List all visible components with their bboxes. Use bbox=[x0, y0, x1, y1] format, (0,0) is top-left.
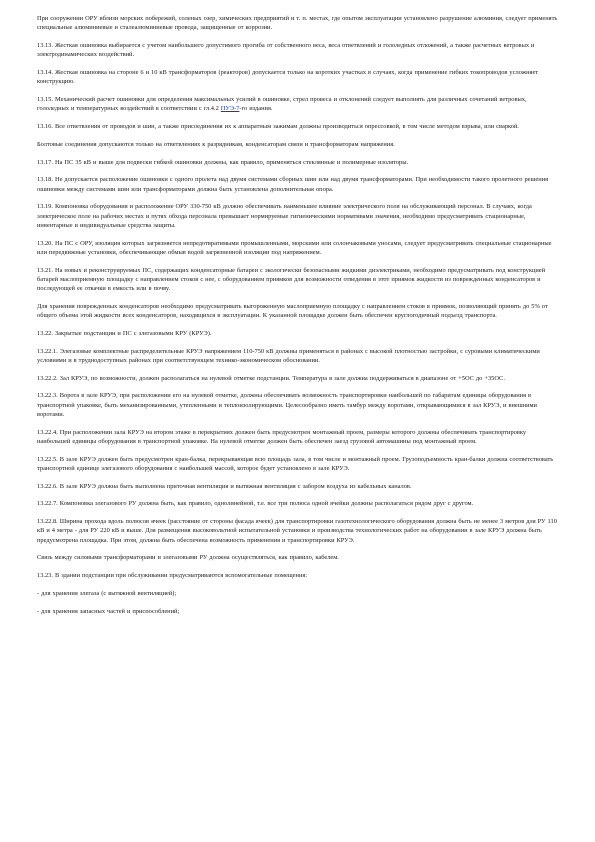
paragraph-13-22-8: 13.22.8. Ширина прохода вдоль полюсов ячеек (расстояние от стороны фасада ячеек) для транспортировки газотехнологического оборудования должна быть не менее 3 метров для РУ 110 кВ и 4 метра - для РУ 220 кВ и выше. Для размещения высоковольтной испытательной установки и производства технологических работ на оборудовании в зале КРУЭ должна быть предусмотрена площадка. При этом, должна быть обеспечена возможность применения и транспортировки КРУЭ. bbox=[37, 518, 557, 544]
paragraph-13-20: 13.20. На ПС с ОРУ, изоляция которых загрязняется непредотвратимыми промышленными, морскими или солончаковыми уносами, следует предусматривать специальные стационарные или передвижные установки, обеспечивающие обмыв водой загрязненной изоляции под напряжением. bbox=[37, 239, 552, 256]
paragraph-13-22-5: 13.22.5. В зале КРУЭ должен быть предусмотрен кран-балка, перекрывающая всю площадь зала, в том числе и монтажный проем. Грузоподъемность кран-балки должна соответствовать транспортной единице элегазового оборудования с наибольшей массой, которое будет установлено в зале КРУЭ. bbox=[37, 455, 554, 472]
paragraph-coastal-corrosion: При сооружении ОРУ вблизи морских побережий, соленых озер, химических предприятий и т. п. местах, где опытом эксплуатации установлено разрушение алюминия, следует применять специальные алюминиевые и сталеалюминиевые провода, защищенные от коррозии. bbox=[37, 15, 558, 32]
paragraph-13-22-1: 13.22.1. Элегазовые комплектные распределительные КРУЭ напряжением 110-750 кВ должны применяться в районах с высокой плотностью застройки, с суровыми климатическими условиями и в труднодоступных районах при соответствующем технико-экономическом обосновании. bbox=[37, 347, 540, 364]
paragraph-13-13: 13.13. Жесткая ошиновка выбирается с учетом наибольшего допустимого прогиба от собственного веса, веса ответвлений и гололедных отложений, а также расчетных ветровых и электродинамических воздействий. bbox=[37, 42, 535, 59]
paragraph-13-22-6: 13.22.6. В зале КРУЭ должна быть выполнена приточная вентиляция и вытяжная вентиляция с забором воздуха из кабельных каналов. bbox=[37, 482, 412, 490]
paragraph-13-22-2: 13.22.2. Зал КРУЭ, по возможности, должен располагаться на нулевой отметке подстанции. Температура в зале должна поддерживаться в диапазоне от +5ОС до +35ОС. bbox=[37, 374, 505, 382]
paragraph-13-15-text: 13.15. Механический расчет ошиновки для определения максимальных усилий в ошиновке, стрел провеса и отклонений следует выполнять для различных сочетаний ветровых, гололедных и температурных воздействий в соответствии с гл.4.2 bbox=[37, 96, 527, 113]
paragraph-13-14: 13.14. Жесткая ошиновка на стороне 6 и 10 кВ трансформаторов (реакторов) допускается только на коротких участках в случаях, когда применение гибких токопроводов усложняет конструкцию. bbox=[37, 69, 539, 86]
paragraph-13-22-4: 13.22.4. При расположении зала КРУЭ на втором этаже в перекрытиях должен быть предусмотрен монтажный проем, размеры которого должны обеспечивать транспортировку наибольшей единицы оборудования в транспортной упаковке. На нулевой отметке должен быть обеспечен заезд грузовой автомашины под монтажный проем. bbox=[37, 428, 527, 445]
paragraph-13-15-tail: -го издания. bbox=[239, 105, 273, 113]
paragraph-damaged-capacitors: Для хранения поврежденных конденсаторов необходимо предусматривать выгороженную маслоприемную площадку с направлением стоков в приямок, позволяющий принять до 5% от общего объема этой жидкости всех конденсаторов, находящихся в эксплуатации. К указанной площадке должен быть обеспечен круглогодичный подъезд транспорта. bbox=[37, 302, 548, 319]
paragraph-13-22-3: 13.22.3. Ворота в зале КРУЭ, при расположении его на нулевой отметке, должны обеспечивать возможность транспортировки наибольшей по габаритам единицы оборудования в транспортной упаковке, быть механизированными, утепленными и теплоизолирующими. Целесообразно иметь тамбур между воротами, открывающимися в зал КРУЭ, и внешними воротами. bbox=[37, 392, 537, 418]
list-item-sf6-storage: - для хранения элегаза (с вытяжной вентиляцией); bbox=[37, 589, 177, 597]
paragraph-13-22: 13.22. Закрытые подстанции и ПС с элегазовыми КРУ (КРУЭ). bbox=[37, 329, 212, 337]
paragraph-13-17: 13.17. На ПС 35 кВ и выше для подвески гибкой ошиновки должны, как правило, применяться стеклянные и полимерные изоляторы. bbox=[37, 158, 409, 166]
paragraph-13-21: 13.21. На новых и реконструируемых ПС, содержащих конденсаторные батареи с экологически безопасными жидкими диэлектриками, необходимо предусматривать под конструкцией батарей маслоприемную площадку с направлением стоков с нее, с оборудованием приямков для возможности отведения в этот приямок жидкости из поврежденных конденсаторов и последующей ее откачки в емкость или в почву. bbox=[37, 266, 546, 292]
paragraph-cable-connection: Связь между силовыми трансформаторами и элегазовыми РУ должна осуществляться, как правило, кабелем. bbox=[37, 554, 339, 562]
paragraph-13-19: 13.19. Компоновка оборудования и расположение ОРУ 330-750 кВ должно обеспечивать наименьшее влияние электрического поля на обслуживающий персонал. В случаях, когда электрическое поле на рабочих местах и путях обхода персонала превышает нормируемые гигиеническими нормативами значения, необходимо предусматривать стационарные, инвентарные и индивидуальные средства защиты. bbox=[37, 203, 532, 229]
paragraph-bolted-connections: Болтовые соединения допускаются только на ответвлениях к разрядникам, конденсаторам связи и трансформаторам напряжения. bbox=[37, 140, 395, 148]
paragraph-13-23: 13.23. В здании подстанции при обслуживании предусматриваются вспомогательные помещения: bbox=[37, 572, 308, 580]
pue-7-link[interactable]: ПУЭ-7 bbox=[220, 105, 240, 113]
paragraph-13-18: 13.18. Не допускается расположение ошиновки с одного пролета над двумя системами сборных шин или над двумя трансформаторами. При необходимости такого пролетного решения ошиновки между системами шин или трансформаторами должна быть установлена дополнительная опора. bbox=[37, 176, 549, 193]
paragraph-13-16: 13.16. Все ответвления от проводов и шин, а также присоединения их к аппаратным зажимам должны производиться опрессовкой, в том числе методом взрыва, или сваркой. bbox=[37, 123, 519, 130]
paragraph-13-15 bbox=[37, 95, 558, 113]
list-item-spare-parts-storage: - для хранения запасных частей и приспособлений; bbox=[37, 607, 180, 615]
paragraph-13-22-7: 13.22.7. Компоновка элегазового РУ должна быть, как правило, однолинейной, т.е. все три полюса одной ячейки должны располагаться рядом друг с другом. bbox=[37, 500, 474, 508]
